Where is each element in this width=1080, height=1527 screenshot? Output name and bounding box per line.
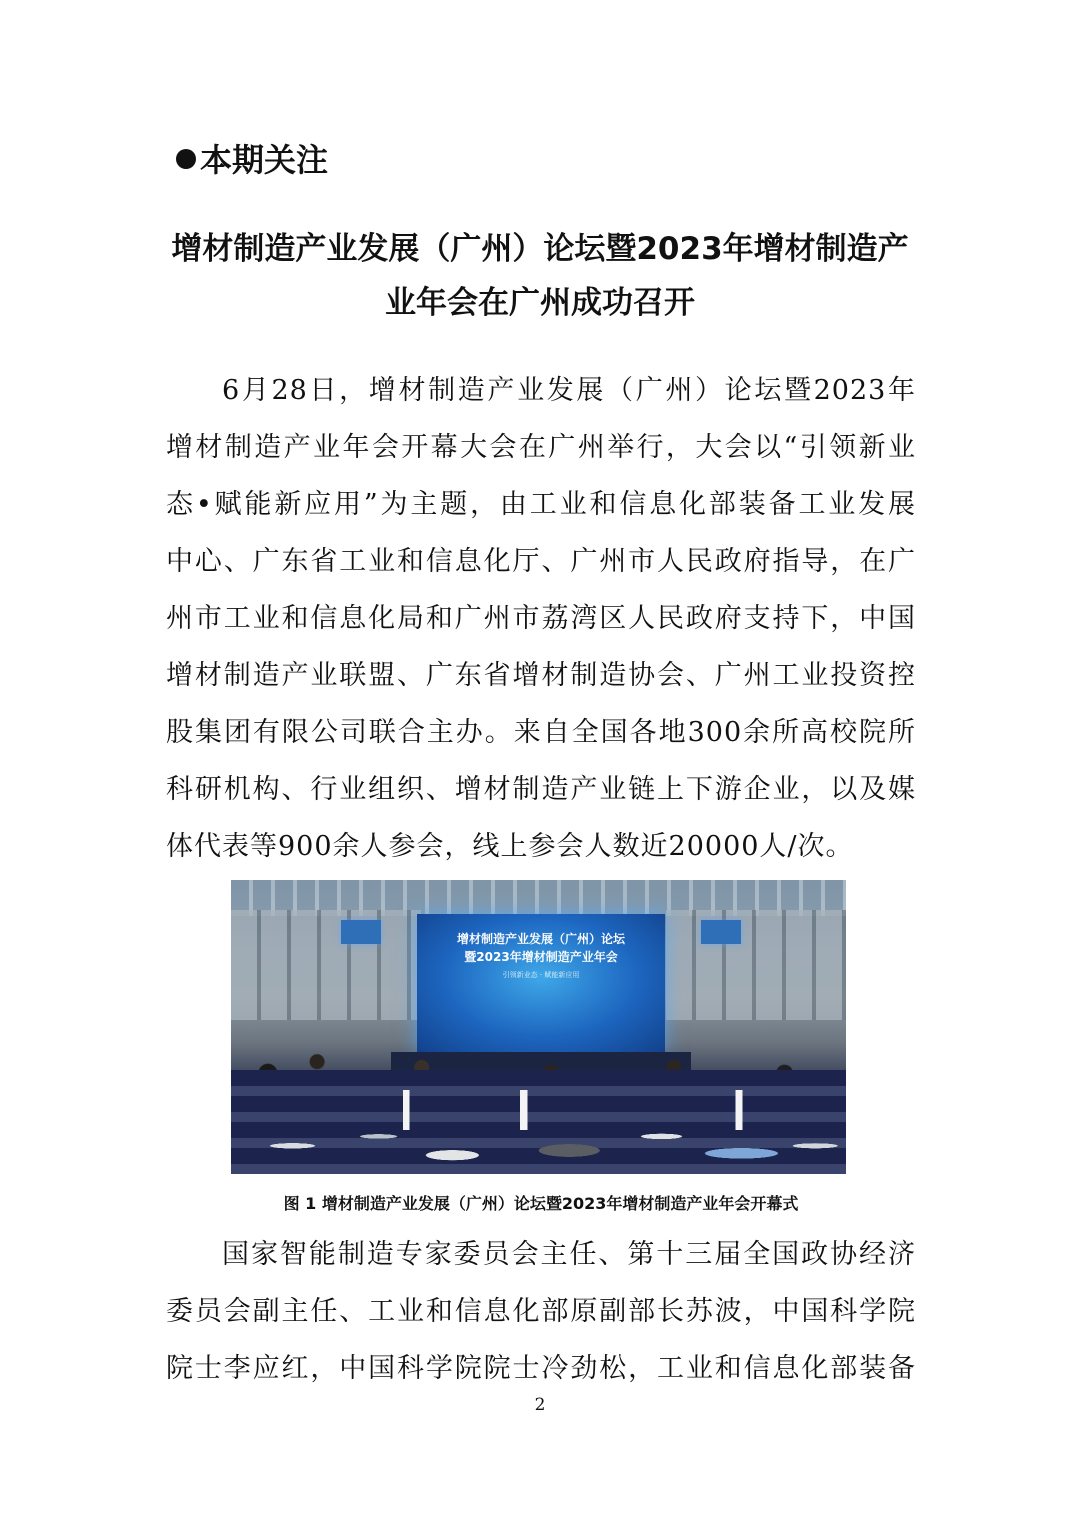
page-number: 2 — [534, 1395, 546, 1415]
paragraph-line: 增材制造产业联盟、广东省增材制造协会、广州工业投资控 — [166, 660, 916, 691]
conference-photo — [231, 880, 846, 1174]
figure-caption: 图 1 增材制造产业发展（广州）论坛暨2023年增材制造产业年会开幕式 — [283, 1194, 799, 1213]
paragraph-line: 6月28日，增材制造产业发展（广州）论坛暨2023年 — [222, 375, 916, 406]
paragraph-line: 委员会副主任、工业和信息化部原副部长苏波，中国科学院 — [166, 1296, 916, 1327]
section-header — [176, 138, 328, 182]
paragraph-line: 股集团有限公司联合主办。来自全国各地300余所高校院所 — [166, 717, 916, 748]
paragraph-line: 院士李应红，中国科学院院士冷劲松，工业和信息化部装备 — [166, 1353, 916, 1384]
article-title — [164, 222, 916, 330]
title-line: 业年会在广州成功召开 — [385, 285, 695, 321]
photo-screen-text: 暨2023年增材制造产业年会 — [464, 950, 618, 964]
paragraph-1 — [166, 362, 916, 875]
paragraph-line: 体代表等900余人参会，线上参会人数近20000人/次。 — [166, 831, 854, 862]
section-header-label: 本期关注 — [200, 141, 329, 179]
photo-wall-left — [231, 910, 421, 1020]
bullet-icon — [176, 149, 196, 169]
photo-side-screen-left — [341, 920, 381, 944]
photo-water-bottles — [231, 1090, 846, 1130]
paragraph-line: 态•赋能新应用”为主题，由工业和信息化部装备工业发展 — [166, 489, 916, 520]
paragraph-line: 国家智能制造专家委员会主任、第十三届全国政协经济 — [222, 1239, 916, 1270]
photo-wall-right — [666, 910, 846, 1020]
paragraph-line: 州市工业和信息化局和广州市荔湾区人民政府支持下，中国 — [166, 603, 916, 634]
paragraph-line: 增材制造产业年会开幕大会在广州举行，大会以“引领新业 — [166, 432, 916, 463]
paragraph-line: 中心、广东省工业和信息化厅、广州市人民政府指导，在广 — [166, 546, 916, 577]
paragraph-line: 科研机构、行业组织、增材制造产业链上下游企业，以及媒 — [166, 774, 916, 805]
paragraph-2 — [166, 1226, 916, 1397]
photo-screen-text: 引领新业态 · 赋能新应用 — [502, 971, 580, 979]
photo-screen-text: 增材制造产业发展（广州）论坛 — [456, 932, 625, 946]
photo-side-screen-right — [701, 920, 741, 944]
title-line: 增材制造产业发展（广州）论坛暨2023年增材制造产 — [171, 231, 909, 267]
